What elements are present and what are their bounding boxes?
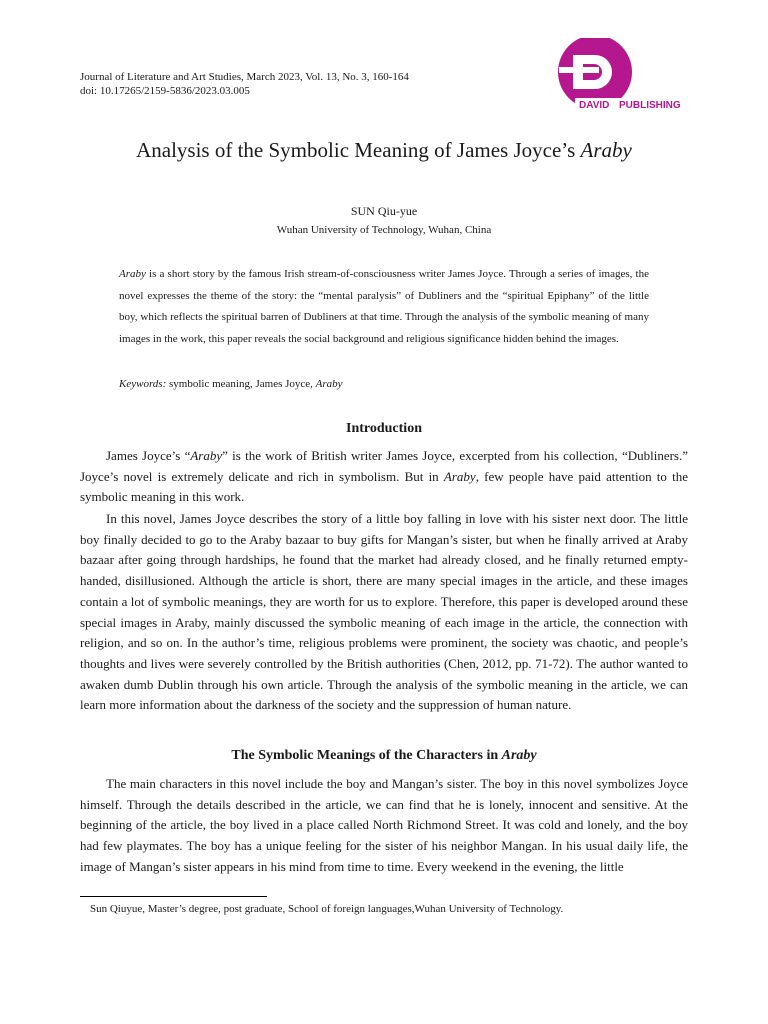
paragraph-text: The main characters in this novel include the boy and Mangan’s sister. The boy in this novel symbolizes Joyce himself. Through the details described in the article, we can find that he is lonely, innocent and sensitive. At the beginning of the article, the boy lived in a place called North Richmond Street. It was cold and lonely, and the boy had few playmates. The boy has a unique feeling for the sister of his neighbor Mangan. In his usual daily life, the image of Mangan’s sister appears in his mind from time to time. Every weekend in the evening, the little (80, 776, 688, 874)
heading-italic: Araby (501, 748, 537, 763)
svg-text:PUBLISHING: PUBLISHING (619, 100, 681, 111)
text-run: , few people have paid attention to the symbolic meaning in this work. (80, 468, 688, 505)
section-heading-characters (0, 748, 768, 764)
title-text: Analysis of the Symbolic Meaning of James Joyce’s (136, 138, 581, 162)
abstract (119, 264, 649, 350)
intro-paragraph-1 (80, 446, 688, 508)
author-affiliation: Wuhan University of Technology, Wuhan, China (276, 224, 492, 236)
doi-line: doi: 10.17265/2159-5836/2023.03.005 (80, 85, 250, 97)
heading-text: The Symbolic Meanings of the Characters in (231, 748, 502, 763)
text-run: ” is the work of British writer James Joyce, excerpted from his collection, “Dubliners.” Joyce’s novel is extremely delicate and rich in symbolism. But in (80, 448, 689, 484)
text-run-italic: Araby (443, 468, 476, 484)
text-run-italic: Araby (190, 448, 223, 463)
characters-paragraph-1 (80, 774, 688, 878)
keywords-label: Keywords: (119, 378, 167, 390)
author-footnote: Sun Qiuyue, Master’s degree, post graduate, School of foreign languages,Wuhan University of Technology. (90, 903, 564, 915)
journal-header (80, 70, 409, 98)
title-italic: Araby (580, 138, 632, 162)
text-run: James Joyce’s “ (106, 448, 191, 463)
section-heading-introduction: Introduction (346, 421, 422, 436)
footnote-divider (80, 896, 267, 897)
keywords-text: symbolic meaning, James Joyce, (166, 378, 316, 390)
abstract-text: is a short story by the famous Irish stream-of-consciousness writer James Joyce. Through a series of images, the novel expresses the theme of the story: the “mental paralysis” of Dubliners and the “spiritual Epiphany” of the little boy, which reflects the spiritual barren of Dubliners at that time. Through the analysis of the symbolic meaning of many images in the work, this paper reveals the social background and religious significance hidden behind the images. (119, 268, 649, 345)
keywords (119, 376, 649, 392)
david-publishing-logo (555, 38, 695, 112)
keywords-italic: Araby (315, 378, 343, 390)
svg-text:DAVID: DAVID (579, 100, 610, 111)
author-name: SUN Qiu-yue (350, 204, 418, 218)
journal-citation: Journal of Literature and Art Studies, March 2023, Vol. 13, No. 3, 160-164 (80, 71, 409, 83)
paper-title (0, 136, 768, 164)
intro-paragraph-2 (80, 509, 688, 716)
abstract-lead: Araby (119, 268, 146, 280)
paragraph-text: In this novel, James Joyce describes the story of a little boy falling in love with his sister next door. The little boy finally decided to go to the Araby bazaar to buy gifts for Mangan’s sister, but when he finally arrived at Araby bazaar after going through hardships, he found that the market had already closed, and he finally returned empty-handed, disillusioned. Although the article is short, there are many special images in the article, and these images contain a lot of symbolic meanings, they are worth for us to explore. Therefore, this paper is developed around these special images in Araby, mainly discussed the symbolic meaning of each image in the article, the connection with religion, and so on. In the author’s time, religious problems were prominent, the society was chaotic, and people’s thoughts and lives were severely controlled by the British authorities (Chen, 2012, pp. 71-72). The author wanted to awaken dumb Dublin through his own article. Through the analysis of the symbolic meaning in the article, we can learn more information about the darkness of the society and the suppression of human nature. (80, 511, 688, 713)
